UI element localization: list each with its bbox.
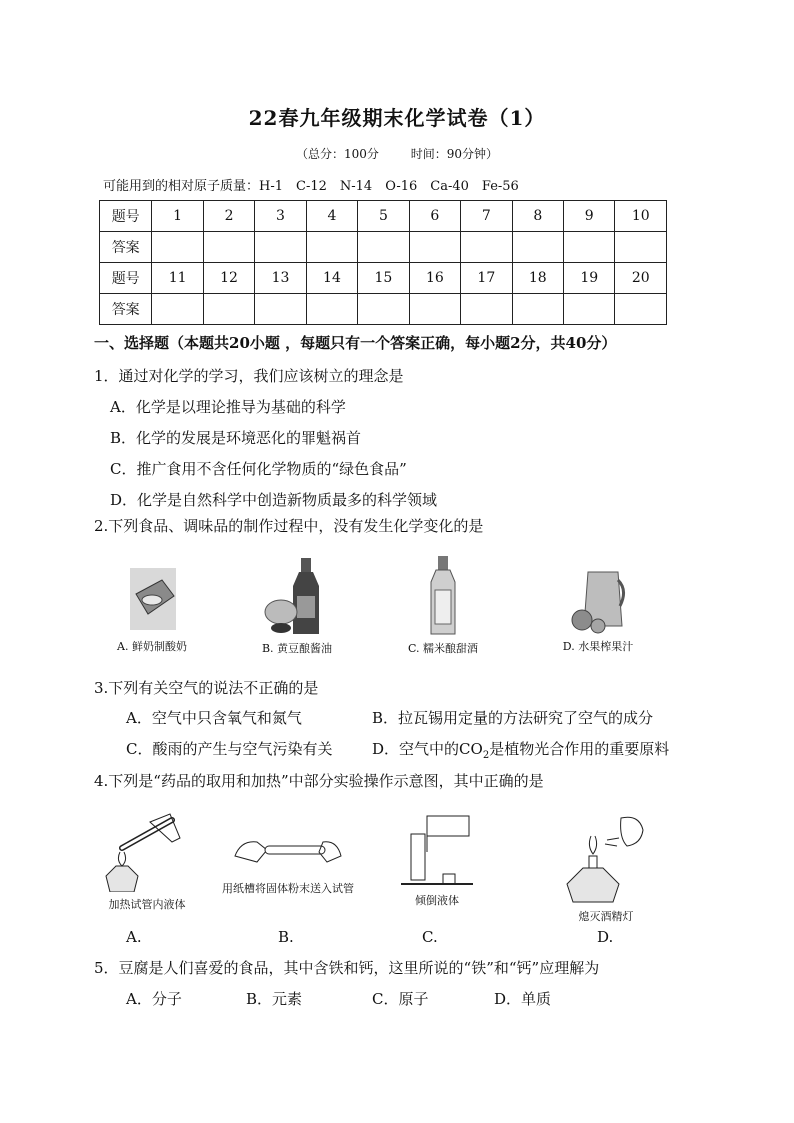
- table-cell: 10: [615, 201, 667, 232]
- answer-cell[interactable]: [461, 232, 512, 263]
- caption-b: B. 黄豆酿酱油: [261, 642, 333, 655]
- table-cell: 13: [255, 263, 306, 294]
- table-cell: 17: [461, 263, 512, 294]
- question-1-option-c: C．推广食用不含任何化学物质的“绿色食品”: [110, 460, 407, 478]
- figure-soysauce: [252, 556, 342, 656]
- total-score: （总分：100分: [295, 147, 379, 161]
- figure-label-c: C.: [422, 928, 438, 946]
- figure-paper-trough: [222, 826, 352, 896]
- answer-cell[interactable]: [461, 294, 512, 325]
- answer-cell[interactable]: [306, 232, 357, 263]
- table-cell: 2: [203, 201, 254, 232]
- table-cell: 12: [203, 263, 254, 294]
- table-cell: 16: [409, 263, 460, 294]
- question-2-stem: 2.下列食品、调味品的制作过程中，没有发生化学变化的是: [94, 517, 484, 535]
- paper-trough-image: [227, 826, 347, 876]
- caption-d: D. 水果榨果汁: [562, 640, 634, 653]
- question-1-option-a: A．化学是以理论推导为基础的科学: [110, 398, 346, 416]
- question-5-option-d: D．单质: [494, 990, 552, 1008]
- caption-paper-trough: 用纸槽将固体粉末送入试管: [222, 882, 354, 895]
- answer-cell[interactable]: [306, 294, 357, 325]
- table-cell: 5: [358, 201, 409, 232]
- figure-juice: [553, 566, 643, 654]
- figure-pour-liquid: [392, 812, 482, 908]
- table-row: [100, 232, 667, 263]
- question-5-option-b: B．元素: [246, 990, 303, 1008]
- table-cell: 7: [461, 201, 512, 232]
- question-5-option-c: C．原子: [372, 990, 429, 1008]
- answer-cell[interactable]: [512, 232, 563, 263]
- table-row: [100, 263, 667, 294]
- wine-bottle-image: [423, 556, 463, 636]
- table-cell: 14: [306, 263, 357, 294]
- answer-cell[interactable]: [512, 294, 563, 325]
- table-cell: 8: [512, 201, 563, 232]
- question-1-option-d: D．化学是自然科学中创造新物质最多的科学领域: [110, 491, 438, 509]
- alcohol-lamp-image: [561, 808, 651, 904]
- answer-cell[interactable]: [409, 232, 460, 263]
- caption-a: A. 鲜奶制酸奶: [117, 640, 187, 653]
- answer-cell[interactable]: [203, 232, 254, 263]
- answer-cell[interactable]: [255, 294, 306, 325]
- table-row: [100, 294, 667, 325]
- question-4-stem: 4.下列是“药品的取用和加热”中部分实验操作示意图，其中正确的是: [94, 772, 544, 790]
- question-5-stem: 5．豆腐是人们喜爱的食品，其中含铁和钙，这里所说的“铁”和“钙”应理解为: [94, 959, 600, 977]
- table-cell: 9: [564, 201, 615, 232]
- answer-cell[interactable]: [615, 294, 667, 325]
- table-cell: 6: [409, 201, 460, 232]
- caption-c: C. 糯米酿甜酒: [407, 642, 479, 655]
- question-3-option-d: D．空气中的$CO_2$是植物光合作用的重要原料: [372, 740, 670, 761]
- answer-cell[interactable]: [255, 232, 306, 263]
- answer-cell[interactable]: [564, 232, 615, 263]
- pouring-liquid-image: [397, 812, 477, 888]
- question-1-option-b: B．化学的发展是环境恶化的罪魁祸首: [110, 429, 362, 447]
- atomic-masses: 可能用到的相对原子质量：H-1 C-12 N-14 O-16 Ca-40 Fe-56: [103, 179, 519, 194]
- answer-cell[interactable]: [564, 294, 615, 325]
- exam-time: 时间：90分钟）: [410, 147, 498, 161]
- table-cell: 11: [152, 263, 203, 294]
- question-3-stem: 3.下列有关空气的说法不正确的是: [94, 679, 319, 697]
- soysauce-image: [257, 556, 337, 636]
- answer-cell[interactable]: [152, 294, 203, 325]
- answer-cell[interactable]: [152, 232, 203, 263]
- figure-heat-liquid: [92, 812, 202, 912]
- answer-cell[interactable]: [203, 294, 254, 325]
- table-cell: 20: [615, 263, 667, 294]
- figure-yogurt: [112, 566, 192, 654]
- table-cell-label: 题号: [100, 263, 152, 294]
- exam-title: 22春九年级期末化学试卷（1）: [248, 106, 546, 130]
- figure-wine: [398, 556, 488, 656]
- table-cell: 3: [255, 201, 306, 232]
- answer-cell[interactable]: [409, 294, 460, 325]
- answer-cell[interactable]: [358, 294, 409, 325]
- answer-table: [99, 200, 667, 325]
- section-heading: 一、选择题（本题共20小题 ，每题只有一个答案正确，每小题2分，共40分）: [94, 334, 617, 352]
- table-cell: 4: [306, 201, 357, 232]
- juice-pitcher-image: [568, 566, 628, 634]
- table-cell-label: 答案: [100, 232, 152, 263]
- question-5-option-a: A．分子: [126, 990, 182, 1008]
- table-cell: 1: [152, 201, 203, 232]
- exam-subtitle: [0, 145, 794, 162]
- table-cell-label: 答案: [100, 294, 152, 325]
- question-3-option-c: C．酸雨的产生与空气污染有关: [126, 740, 333, 758]
- caption-extinguish-lamp: 熄灭酒精灯: [578, 910, 634, 923]
- question-1-stem: 1．通过对化学的学习，我们应该树立的理念是: [94, 367, 404, 385]
- figure-label-a: A.: [126, 928, 142, 946]
- question-3-option-a: A．空气中只含氧气和氮气: [126, 709, 302, 727]
- caption-pour-liquid: 倾倒液体: [415, 894, 459, 907]
- table-cell: 18: [512, 263, 563, 294]
- question-3-option-b: B．拉瓦锡用定量的方法研究了空气的成分: [372, 709, 654, 727]
- answer-cell[interactable]: [615, 232, 667, 263]
- table-cell-label: 题号: [100, 201, 152, 232]
- table-cell: 19: [564, 263, 615, 294]
- caption-heat-liquid: 加热试管内液体: [108, 898, 186, 911]
- table-cell: 15: [358, 263, 409, 294]
- yogurt-image: [122, 566, 182, 634]
- heating-test-tube-image: [102, 812, 192, 892]
- answer-cell[interactable]: [358, 232, 409, 263]
- figure-extinguish-lamp: [556, 808, 656, 924]
- figure-label-d: D.: [597, 928, 614, 946]
- figure-label-b: B.: [278, 928, 294, 946]
- table-row: [100, 201, 667, 232]
